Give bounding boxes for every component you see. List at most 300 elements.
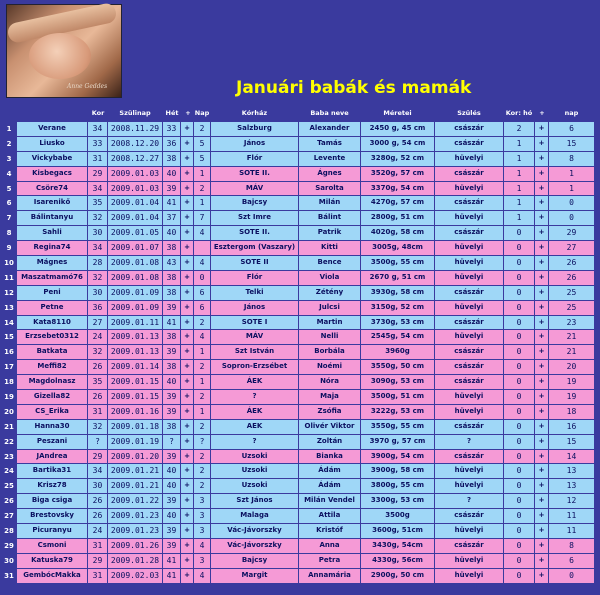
- cell-baby-name: Zoltán: [299, 435, 360, 449]
- cell-size: 3430g, 54cm: [361, 539, 434, 553]
- cell-age-months: 0: [504, 464, 534, 478]
- cell-hospital: Flór: [211, 152, 298, 166]
- cell-username: Sahli: [17, 226, 87, 240]
- cell-age-months: 1: [504, 137, 534, 151]
- cell-birthdate: 2009.02.03: [108, 569, 162, 583]
- cell-day: 1: [194, 405, 210, 419]
- cell-hospital: SOTE I: [211, 316, 298, 330]
- cell-age: 32: [88, 420, 107, 434]
- cell-day: 5: [194, 137, 210, 151]
- table-row: [0, 405, 600, 420]
- cell-plus: +: [181, 494, 193, 508]
- cell-age-days: 0: [549, 211, 594, 225]
- cell-week: 39: [163, 524, 180, 538]
- header-kor-ho: Kor: hó: [505, 109, 533, 117]
- cell-size: 2545g, 54 cm: [361, 330, 434, 344]
- cell-age: 29: [88, 167, 107, 181]
- cell-plus-2: +: [535, 375, 548, 389]
- row-number: 3: [6, 154, 12, 163]
- cell-username: Kata8110: [17, 316, 87, 330]
- cell-birth-type: hüvelyi: [435, 241, 503, 255]
- cell-age-months: 0: [504, 539, 534, 553]
- cell-age: 26: [88, 390, 107, 404]
- cell-baby-name: Ádám: [299, 479, 360, 493]
- cell-size: 3520g, 57 cm: [361, 167, 434, 181]
- cell-birth-type: hüvelyi: [435, 464, 503, 478]
- cell-plus-2: +: [535, 479, 548, 493]
- cell-baby-name: Anna: [299, 539, 360, 553]
- cell-username: CS_Erika: [17, 405, 87, 419]
- cell-plus-2: +: [535, 256, 548, 270]
- header-nap-2: nap: [564, 109, 579, 117]
- cell-plus: +: [181, 360, 193, 374]
- cell-plus: +: [181, 345, 193, 359]
- cell-plus-2: +: [535, 211, 548, 225]
- cell-age-months: 0: [504, 360, 534, 374]
- cell-plus-2: +: [535, 450, 548, 464]
- cell-birth-type: császár: [435, 450, 503, 464]
- cell-age-days: 15: [549, 137, 594, 151]
- cell-baby-name: Tamás: [299, 137, 360, 151]
- cell-week: 41: [163, 554, 180, 568]
- cell-birthdate: 2009.01.18: [108, 420, 162, 434]
- cell-birthdate: 2009.01.23: [108, 509, 162, 523]
- cell-age-days: 19: [549, 375, 594, 389]
- cell-hospital: Telki: [211, 286, 298, 300]
- cell-birthdate: 2009.01.26: [108, 539, 162, 553]
- row-number: 10: [4, 259, 14, 268]
- cell-birth-type: hüvelyi: [435, 330, 503, 344]
- cell-age: 24: [88, 524, 107, 538]
- row-number: 12: [4, 288, 14, 297]
- cell-size: 3090g, 53 cm: [361, 375, 434, 389]
- cell-age-months: 0: [504, 390, 534, 404]
- cell-age: 33: [88, 137, 107, 151]
- cell-birthdate: 2009.01.11: [108, 316, 162, 330]
- cell-age-months: 0: [504, 256, 534, 270]
- cell-birth-type: hüvelyi: [435, 256, 503, 270]
- cell-birth-type: ?: [435, 494, 503, 508]
- cell-username: Gizella82: [17, 390, 87, 404]
- row-number: 7: [6, 214, 12, 223]
- cell-hospital: Bajcsy: [211, 554, 298, 568]
- table-row: [0, 360, 600, 375]
- cell-day: 4: [194, 569, 210, 583]
- row-number: 8: [6, 229, 12, 238]
- row-number: 17: [4, 363, 14, 372]
- cell-hospital: Flór: [211, 271, 298, 285]
- cell-age-months: 0: [504, 509, 534, 523]
- cell-plus: +: [181, 301, 193, 315]
- cell-week: 38: [163, 360, 180, 374]
- cell-plus: +: [181, 152, 193, 166]
- row-number: 20: [4, 407, 14, 416]
- cell-username: Magdolnasz: [17, 375, 87, 389]
- row-number: 22: [4, 437, 14, 446]
- cell-plus: +: [181, 524, 193, 538]
- cell-age: 36: [88, 301, 107, 315]
- cell-week: 41: [163, 196, 180, 210]
- cell-baby-name: Milán Vendel: [299, 494, 360, 508]
- cell-plus-2: +: [535, 167, 548, 181]
- row-number: 23: [4, 452, 14, 461]
- cell-age-days: 26: [549, 271, 594, 285]
- cell-birth-type: császár: [435, 509, 503, 523]
- cell-age: 34: [88, 122, 107, 136]
- cell-baby-name: Ádám: [299, 464, 360, 478]
- cell-hospital: MÁV: [211, 182, 298, 196]
- cell-hospital: Margit: [211, 569, 298, 583]
- cell-birthdate: 2009.01.09: [108, 301, 162, 315]
- cell-birthdate: 2009.01.23: [108, 524, 162, 538]
- cell-plus-2: +: [535, 509, 548, 523]
- cell-hospital: Malaga: [211, 509, 298, 523]
- cell-age: 32: [88, 345, 107, 359]
- cell-age-months: 0: [504, 241, 534, 255]
- cell-age-days: 12: [549, 494, 594, 508]
- cell-plus-2: +: [535, 182, 548, 196]
- row-number: 11: [4, 273, 14, 282]
- cell-week: 38: [163, 286, 180, 300]
- cell-age: 28: [88, 256, 107, 270]
- cell-birth-type: császár: [435, 167, 503, 181]
- cell-hospital: Vác-Jávorszky: [211, 524, 298, 538]
- table-row: [0, 122, 600, 137]
- header-szulinap: Szülinap: [119, 109, 151, 117]
- table-row: [0, 554, 600, 569]
- cell-plus-2: +: [535, 494, 548, 508]
- cell-day: 2: [194, 122, 210, 136]
- cell-age-days: 27: [549, 241, 594, 255]
- cell-plus-2: +: [535, 539, 548, 553]
- cell-birth-type: ?: [435, 435, 503, 449]
- cell-day: 3: [194, 554, 210, 568]
- cell-day: 5: [194, 152, 210, 166]
- cell-week: 40: [163, 375, 180, 389]
- cell-birthdate: 2009.01.21: [108, 464, 162, 478]
- table-row: [0, 330, 600, 345]
- cell-day: ?: [194, 435, 210, 449]
- cell-plus: +: [181, 554, 193, 568]
- cell-age-days: 23: [549, 316, 594, 330]
- cell-baby-name: Nóra: [299, 375, 360, 389]
- cell-hospital: AEK: [211, 420, 298, 434]
- cell-baby-name: Olivér Viktor: [299, 420, 360, 434]
- row-number: 5: [6, 184, 12, 193]
- cell-age: 32: [88, 211, 107, 225]
- cell-age-days: 18: [549, 405, 594, 419]
- cell-hospital: Szt István: [211, 345, 298, 359]
- cell-birth-type: hüvelyi: [435, 390, 503, 404]
- cell-plus-2: +: [535, 122, 548, 136]
- table-row: [0, 226, 600, 241]
- cell-week: 39: [163, 539, 180, 553]
- cell-hospital: Uzsoki: [211, 464, 298, 478]
- cell-username: Picuranyu: [17, 524, 87, 538]
- cell-baby-name: Viola: [299, 271, 360, 285]
- cell-age-days: 6: [549, 122, 594, 136]
- cell-birth-type: hüvelyi: [435, 405, 503, 419]
- cell-plus: +: [181, 286, 193, 300]
- cell-baby-name: Ágnes: [299, 167, 360, 181]
- cell-week: 41: [163, 569, 180, 583]
- cell-age-months: 1: [504, 182, 534, 196]
- cell-age-days: 25: [549, 286, 594, 300]
- cell-birth-type: császár: [435, 122, 503, 136]
- cell-week: 39: [163, 494, 180, 508]
- cell-age-months: 1: [504, 211, 534, 225]
- cell-age-months: 0: [504, 405, 534, 419]
- cell-baby-name: Nelli: [299, 330, 360, 344]
- cell-plus-2: +: [535, 316, 548, 330]
- cell-age-days: 13: [549, 464, 594, 478]
- row-number: 29: [4, 541, 14, 550]
- cell-baby-name: Bianka: [299, 450, 360, 464]
- table-row: [0, 435, 600, 450]
- cell-size: 3005g, 48cm: [361, 241, 434, 255]
- cell-birthdate: 2009.01.15: [108, 375, 162, 389]
- cell-size: 3800g, 55 cm: [361, 479, 434, 493]
- cell-age-days: 11: [549, 524, 594, 538]
- cell-age-days: 25: [549, 301, 594, 315]
- row-number: 9: [6, 244, 12, 253]
- cell-age-months: 0: [504, 330, 534, 344]
- cell-hospital: MÁV: [211, 330, 298, 344]
- cell-day: 2: [194, 479, 210, 493]
- cell-day: 4: [194, 256, 210, 270]
- cell-age-months: 0: [504, 286, 534, 300]
- cell-age-days: 0: [549, 196, 594, 210]
- cell-baby-name: Noémi: [299, 360, 360, 374]
- cell-birthdate: 2008.12.27: [108, 152, 162, 166]
- cell-hospital: Esztergom (Vaszary): [211, 241, 298, 255]
- cell-baby-name: Patrik: [299, 226, 360, 240]
- cell-birthdate: 2009.01.03: [108, 167, 162, 181]
- cell-size: 3900g, 58 cm: [361, 464, 434, 478]
- cell-age: 32: [88, 271, 107, 285]
- cell-username: Bálintanyu: [17, 211, 87, 225]
- row-number: 21: [4, 422, 14, 431]
- cell-username: Csöre74: [17, 182, 87, 196]
- cell-day: 2: [194, 316, 210, 330]
- table-row: [0, 345, 600, 360]
- cell-plus: +: [181, 167, 193, 181]
- cell-baby-name: Bálint: [299, 211, 360, 225]
- cell-age: 26: [88, 509, 107, 523]
- cell-age: 31: [88, 569, 107, 583]
- cell-size: 4330g, 56cm: [361, 554, 434, 568]
- cell-day: 2: [194, 450, 210, 464]
- cell-plus: +: [181, 330, 193, 344]
- cell-birth-type: császár: [435, 286, 503, 300]
- cell-birth-type: császár: [435, 137, 503, 151]
- cell-day: 2: [194, 390, 210, 404]
- cell-age-days: 26: [549, 256, 594, 270]
- cell-baby-name: Milán: [299, 196, 360, 210]
- cell-username: Krisz78: [17, 479, 87, 493]
- cell-birth-type: császár: [435, 316, 503, 330]
- cell-day: 1: [194, 375, 210, 389]
- cell-week: 39: [163, 301, 180, 315]
- table-row: [0, 286, 600, 301]
- cell-age: 30: [88, 479, 107, 493]
- cell-birthdate: 2009.01.04: [108, 211, 162, 225]
- table-row: [0, 316, 600, 331]
- cell-age-days: 21: [549, 330, 594, 344]
- cell-plus-2: +: [535, 330, 548, 344]
- photo-baby-head: [29, 33, 91, 79]
- table-row: [0, 241, 600, 256]
- cell-hospital: SOTE II: [211, 256, 298, 270]
- cell-plus: +: [181, 271, 193, 285]
- cell-week: 39: [163, 450, 180, 464]
- cell-hospital: ÁEK: [211, 405, 298, 419]
- cell-hospital: SOTE II.: [211, 167, 298, 181]
- cell-age: 34: [88, 182, 107, 196]
- cell-birthdate: 2009.01.13: [108, 345, 162, 359]
- cell-birthdate: 2009.01.08: [108, 271, 162, 285]
- cell-age-months: 0: [504, 271, 534, 285]
- cell-size: 3000 g, 54 cm: [361, 137, 434, 151]
- table-row: [0, 152, 600, 167]
- cell-age-months: 0: [504, 524, 534, 538]
- row-number: 4: [6, 169, 12, 178]
- cell-birth-type: hüvelyi: [435, 182, 503, 196]
- cell-plus: +: [181, 539, 193, 553]
- cell-age-months: 1: [504, 196, 534, 210]
- cell-age-months: 1: [504, 167, 534, 181]
- cell-username: Regina74: [17, 241, 87, 255]
- cell-birthdate: 2009.01.09: [108, 286, 162, 300]
- cell-birthdate: 2009.01.07: [108, 241, 162, 255]
- cell-birth-type: hüvelyi: [435, 301, 503, 315]
- row-number: 24: [4, 467, 14, 476]
- header-het: Hét: [165, 109, 179, 117]
- table-row: [0, 390, 600, 405]
- table-header: [0, 107, 600, 120]
- cell-username: Verane: [17, 122, 87, 136]
- cell-plus: +: [181, 479, 193, 493]
- cell-plus-2: +: [535, 569, 548, 583]
- cell-age-days: 13: [549, 479, 594, 493]
- cell-week: ?: [163, 435, 180, 449]
- cell-age-days: 29: [549, 226, 594, 240]
- cell-hospital: Sopron-Erzsébet: [211, 360, 298, 374]
- cell-week: 39: [163, 182, 180, 196]
- cell-day: 6: [194, 301, 210, 315]
- cell-birth-type: császár: [435, 360, 503, 374]
- cell-username: GembócMakka: [17, 569, 87, 583]
- cell-week: 38: [163, 330, 180, 344]
- cell-week: 40: [163, 167, 180, 181]
- cell-hospital: János: [211, 301, 298, 315]
- cell-baby-name: Sarolta: [299, 182, 360, 196]
- cell-plus-2: +: [535, 137, 548, 151]
- cell-birthdate: 2009.01.13: [108, 330, 162, 344]
- cell-plus-2: +: [535, 390, 548, 404]
- cell-age-months: 0: [504, 450, 534, 464]
- cell-hospital: János: [211, 137, 298, 151]
- cell-birthdate: 2008.12.20: [108, 137, 162, 151]
- cell-day: 1: [194, 196, 210, 210]
- table-row: [0, 524, 600, 539]
- cell-hospital: Bajcsy: [211, 196, 298, 210]
- cell-day: 2: [194, 420, 210, 434]
- table-row: [0, 420, 600, 435]
- cell-birth-type: hüvelyi: [435, 524, 503, 538]
- cell-hospital: ?: [211, 435, 298, 449]
- cell-size: 3550g, 55 cm: [361, 420, 434, 434]
- cell-age-months: 0: [504, 316, 534, 330]
- row-number: 1: [6, 125, 12, 133]
- cell-age-months: 0: [504, 301, 534, 315]
- cell-baby-name: Annamária: [299, 569, 360, 583]
- cell-username: Peszani: [17, 435, 87, 449]
- cell-day: 4: [194, 226, 210, 240]
- cell-age-months: 0: [504, 345, 534, 359]
- cell-age: 26: [88, 360, 107, 374]
- cell-size: 3300g, 53 cm: [361, 494, 434, 508]
- cell-size: 3370g, 54 cm: [361, 182, 434, 196]
- cell-week: 40: [163, 226, 180, 240]
- cell-age-days: 0: [549, 569, 594, 583]
- cell-plus: +: [181, 137, 193, 151]
- cell-hospital: SOTE II.: [211, 226, 298, 240]
- cell-plus-2: +: [535, 271, 548, 285]
- cell-plus-2: +: [535, 524, 548, 538]
- table-row: [0, 211, 600, 226]
- cell-age-months: 2: [504, 122, 534, 136]
- row-number: 25: [4, 482, 14, 491]
- cell-plus-2: +: [535, 286, 548, 300]
- cell-birthdate: 2009.01.16: [108, 405, 162, 419]
- row-number: 27: [4, 512, 14, 521]
- cell-plus-2: +: [535, 464, 548, 478]
- cell-birth-type: császár: [435, 196, 503, 210]
- cell-age-months: 0: [504, 494, 534, 508]
- table-row: [0, 464, 600, 479]
- cell-baby-name: Petra: [299, 554, 360, 568]
- cell-birth-type: hüvelyi: [435, 152, 503, 166]
- cell-age-months: 0: [504, 435, 534, 449]
- row-number: 28: [4, 527, 14, 536]
- cell-plus-2: +: [535, 152, 548, 166]
- cell-plus-2: +: [535, 196, 548, 210]
- cell-age-months: 1: [504, 152, 534, 166]
- cell-day: 7: [194, 211, 210, 225]
- cell-size: 4270g, 57 cm: [361, 196, 434, 210]
- cell-birthdate: 2009.01.03: [108, 182, 162, 196]
- cell-age-days: 8: [549, 539, 594, 553]
- cell-birthdate: 2009.01.08: [108, 256, 162, 270]
- cell-age-days: 15: [549, 435, 594, 449]
- cell-age: 35: [88, 196, 107, 210]
- cell-day: 2: [194, 464, 210, 478]
- cell-age-days: 1: [549, 182, 594, 196]
- cell-size: 3150g, 52 cm: [361, 301, 434, 315]
- cell-baby-name: Martin: [299, 316, 360, 330]
- cell-week: 43: [163, 256, 180, 270]
- row-number: 15: [4, 333, 14, 342]
- cell-plus: +: [181, 420, 193, 434]
- cell-birthdate: 2009.01.22: [108, 494, 162, 508]
- cell-age: ?: [88, 435, 107, 449]
- cell-plus-2: +: [535, 301, 548, 315]
- cell-username: Liusko: [17, 137, 87, 151]
- cell-username: Maszatmamó76: [17, 271, 87, 285]
- cell-plus: +: [181, 182, 193, 196]
- cell-username: Brestovsky: [17, 509, 87, 523]
